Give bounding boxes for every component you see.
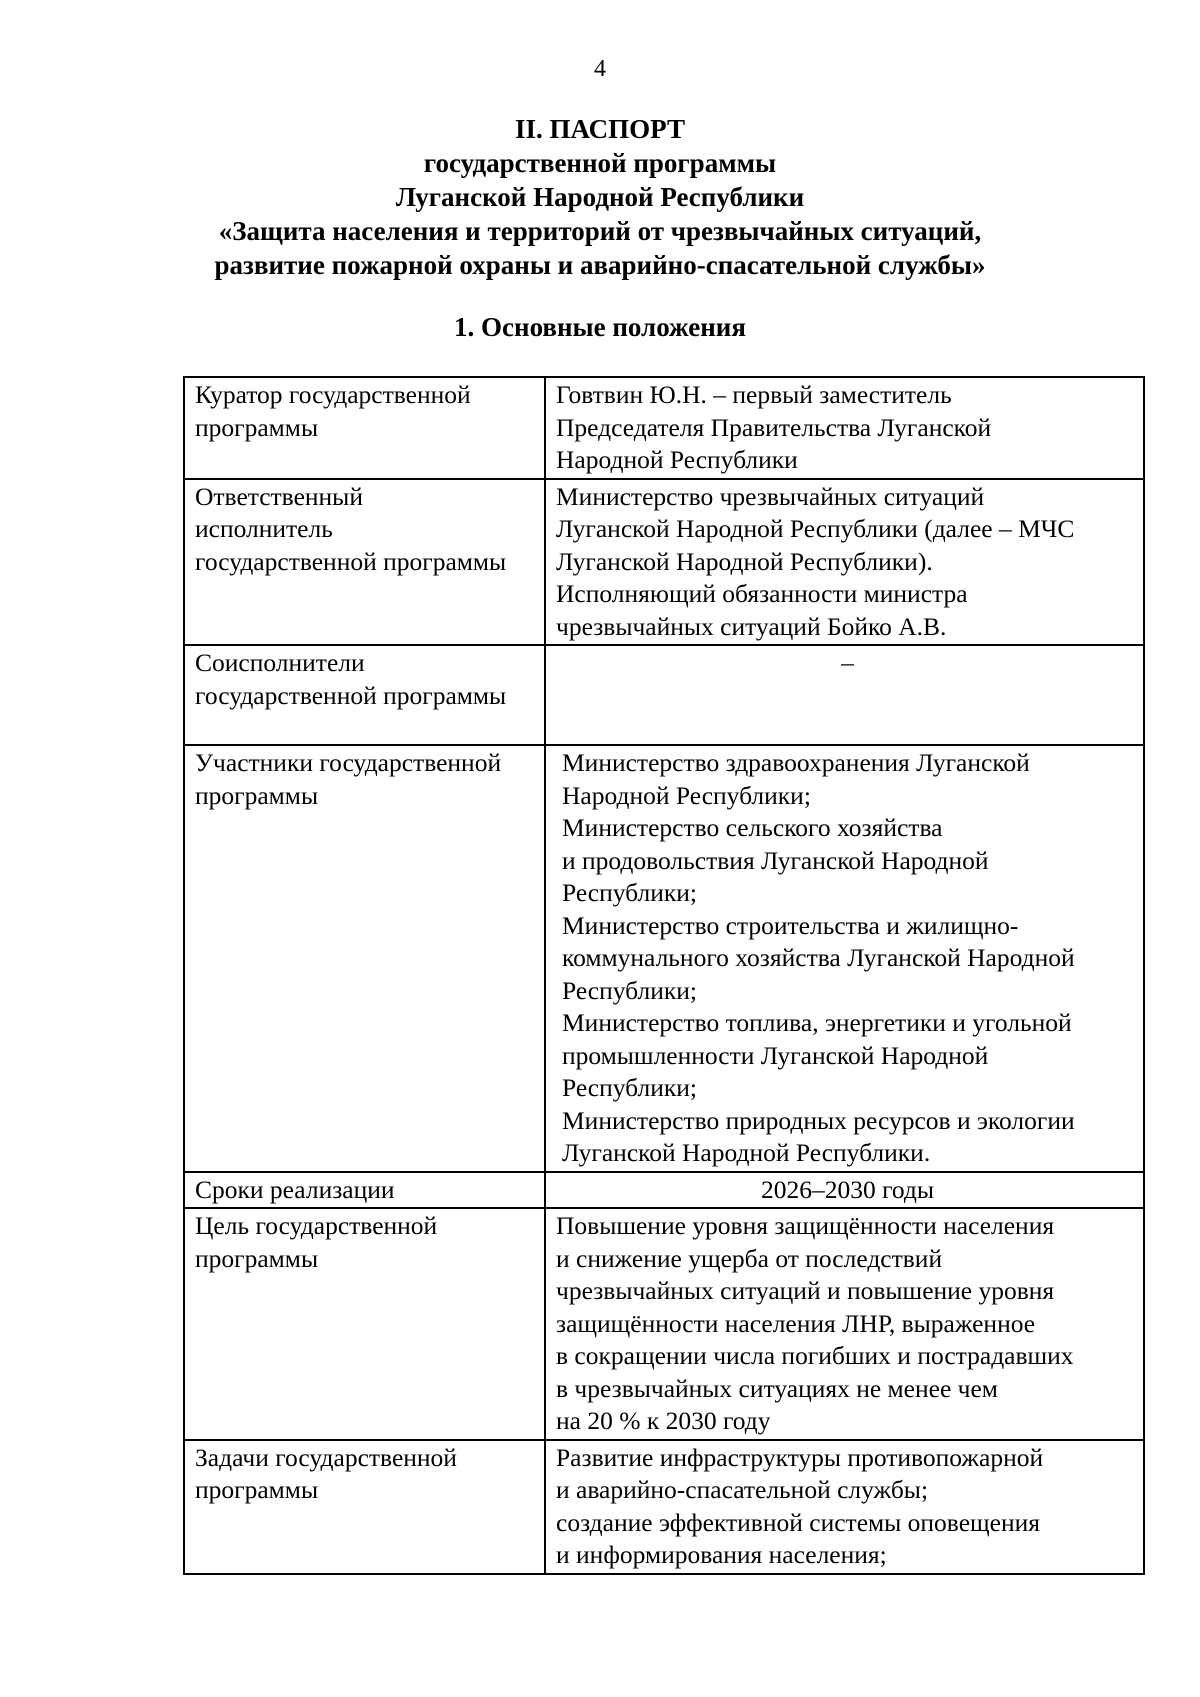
goal-value-line: в чрезвычайных ситуациях не менее чем	[556, 1373, 998, 1403]
document-heading	[0, 112, 1200, 282]
executor-value	[545, 479, 1144, 646]
goal-value-line: на 20 % к 2030 году	[556, 1406, 771, 1435]
tasks-value-line: и аварийно-спасательной службы;	[556, 1475, 929, 1504]
table-row-coexecutors	[184, 645, 1144, 745]
goal-value-line: чрезвычайных ситуаций и повышение уровня	[556, 1276, 1055, 1305]
tasks-label-line: Задачи государственной	[195, 1442, 457, 1472]
participants-value-line: Министерство строительства и жилищно-	[562, 910, 1019, 940]
participants-label-line: Участники государственной	[195, 748, 502, 777]
executor-label	[184, 479, 545, 646]
goal-value-line: в сокращении числа погибших и пострадавших	[556, 1341, 1074, 1370]
coexecutors-label-line: Соисполнители	[195, 648, 365, 677]
table-row-timeline	[184, 1172, 1144, 1209]
executor-value-line: Луганской Народной Республики (далее – МЧС	[556, 514, 1075, 543]
participants-value-line: Луганской Народной Республики.	[562, 1138, 931, 1167]
curator-label-line: Куратор государственной	[195, 380, 471, 409]
executor-label-line: исполнитель	[195, 514, 333, 543]
section-title: 1. Основные положения	[454, 312, 746, 342]
executor-value-line: Луганской Народной Республики).	[556, 546, 933, 576]
goal-value-line: Повышение уровня защищённости населения	[556, 1211, 1055, 1240]
curator-label	[184, 377, 545, 479]
tasks-value-line: и информирования населения;	[556, 1540, 887, 1569]
participants-label	[184, 745, 545, 1172]
participants-value-line: коммунального хозяйства Луганской Народной	[562, 943, 1075, 972]
participants-label-line: программы	[195, 780, 319, 810]
curator-value-line: Народной Республики	[556, 445, 798, 474]
executor-value-line: чрезвычайных ситуаций Бойко А.В.	[556, 611, 947, 641]
heading-line-title-1: «Защита населения и территорий от чрезвычайных ситуаций,	[218, 216, 982, 246]
table-row-executor	[184, 479, 1144, 646]
table-row-tasks	[184, 1440, 1144, 1574]
tasks-label	[184, 1440, 545, 1574]
heading-line-program: государственной программы	[423, 148, 777, 178]
goal-label-line: Цель государственной	[195, 1211, 438, 1240]
participants-value-line: Министерство здравоохранения Луганской	[562, 748, 1030, 777]
participants-value-line: и продовольствия Луганской Народной	[562, 845, 989, 875]
curator-label-line: программы	[195, 412, 319, 442]
timeline-label-line: Сроки реализации	[195, 1174, 395, 1204]
participants-value-line: Республики;	[562, 878, 698, 907]
executor-value-line: Исполняющий обязанности министра	[556, 579, 968, 608]
tasks-value	[545, 1440, 1144, 1574]
table-row-participants	[184, 745, 1144, 1172]
goal-label	[184, 1208, 545, 1440]
goal-value-line: и снижение ущерба от последствий	[556, 1243, 943, 1273]
heading-line-title-2: развитие пожарной охраны и аварийно-спасательной службы»	[214, 250, 986, 280]
curator-value	[545, 377, 1144, 479]
participants-value-line: Министерство природных ресурсов и экологии	[562, 1105, 1075, 1135]
participants-value-line: промышленности Луганской Народной	[562, 1040, 989, 1070]
executor-label-line: Ответственный	[195, 481, 363, 511]
executor-label-line: государственной программы	[195, 546, 507, 576]
participants-value-line: Республики;	[562, 975, 698, 1005]
coexecutors-label	[184, 645, 545, 745]
goal-value	[545, 1208, 1144, 1440]
table-row-goal	[184, 1208, 1144, 1440]
goal-value-line: защищённости населения ЛНР, выраженное	[556, 1308, 1036, 1338]
table-row-curator	[184, 377, 1144, 479]
tasks-label-line: программы	[195, 1475, 319, 1504]
executor-value-line: Министерство чрезвычайных ситуаций	[556, 481, 985, 511]
passport-table	[183, 376, 1145, 1575]
participants-value-line: Министерство сельского хозяйства	[562, 813, 943, 842]
goal-label-line: программы	[195, 1243, 319, 1273]
participants-value	[545, 745, 1144, 1172]
heading-line-republic: Луганской Народной Республики	[395, 182, 805, 212]
participants-value-line: Министерство топлива, энергетики и угольной	[562, 1008, 1072, 1037]
timeline-value: 2026–2030 годы	[545, 1172, 1144, 1209]
tasks-value-line: Развитие инфраструктуры противопожарной	[556, 1442, 1044, 1472]
heading-section-number: II. ПАСПОРТ	[514, 114, 685, 144]
timeline-label	[184, 1172, 545, 1209]
page-number: 4	[594, 56, 606, 82]
tasks-value-line: создание эффективной системы оповещения	[556, 1507, 1040, 1537]
participants-value-line: Народной Республики;	[562, 780, 811, 810]
coexecutors-value: –	[545, 645, 1144, 745]
coexecutors-label-line: государственной программы	[195, 680, 507, 710]
participants-value-line: Республики;	[562, 1073, 698, 1102]
curator-value-line: Председателя Правительства Луганской	[556, 412, 992, 442]
curator-value-line: Говтвин Ю.Н. – первый заместитель	[556, 380, 952, 409]
